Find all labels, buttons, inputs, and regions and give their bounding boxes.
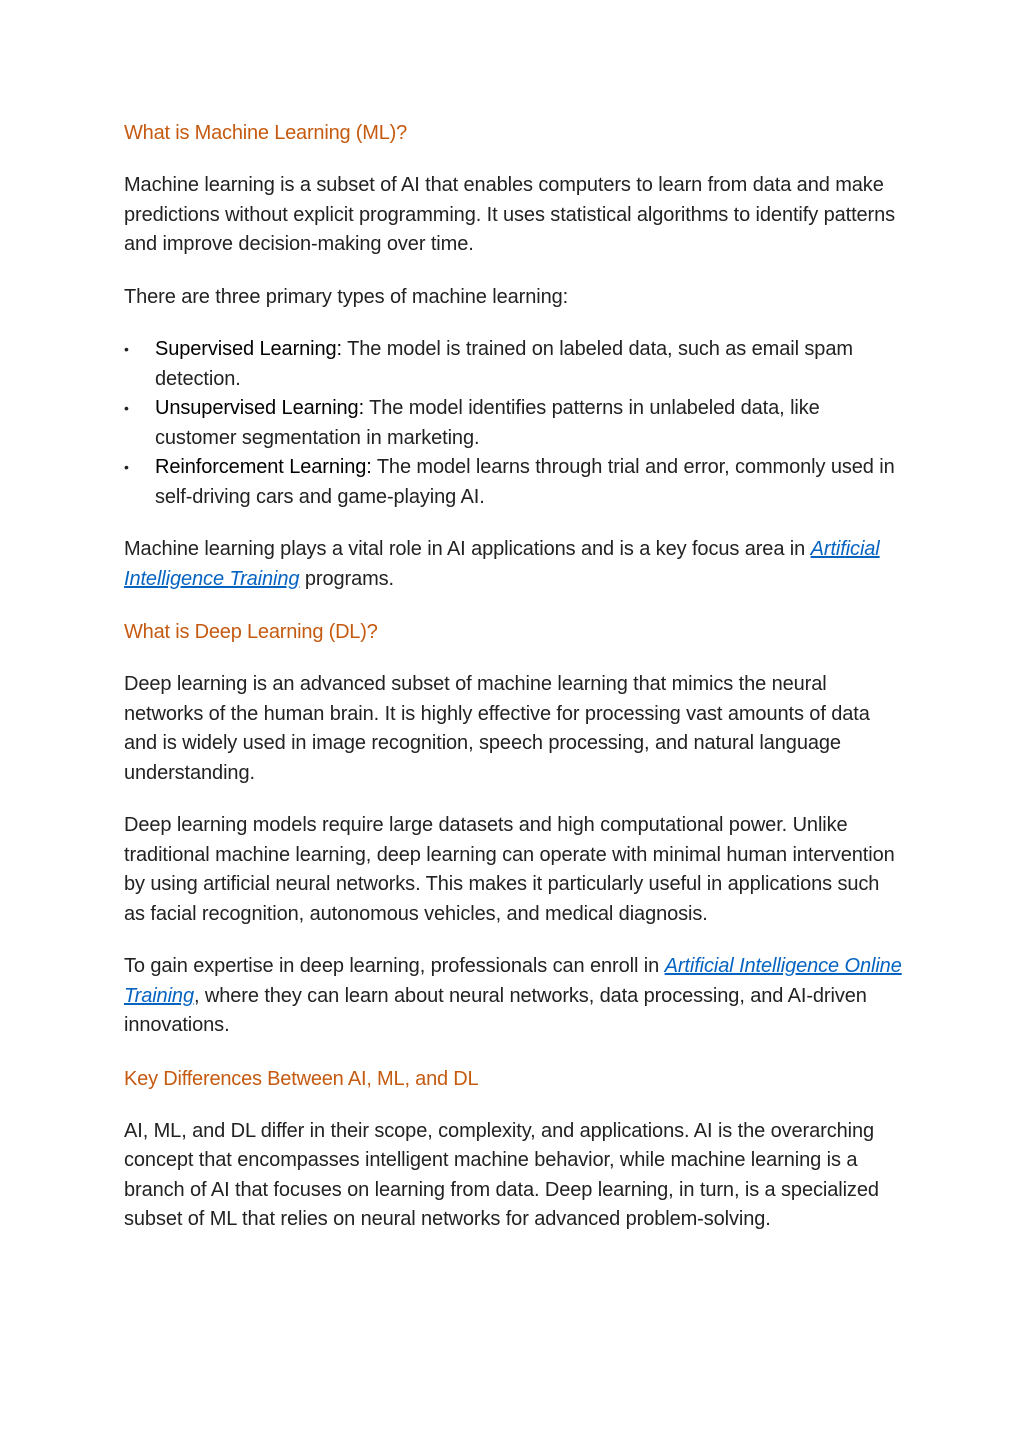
dl-heading: What is Deep Learning (DL)? (124, 621, 378, 643)
differences-paragraph: AI, ML, and DL differ in their scope, complexity, and applications. AI is the overarching concept that encompasses intelligent machine behavior, while machine learning is a branch of AI that focuses on learning from data. Deep learning, in turn, is a specialized subset of ML that relies on neural networks for advanced problem-solving. (124, 1119, 879, 1230)
list-item (124, 453, 904, 512)
dl-intro-paragraph: Deep learning is an advanced subset of machine learning that mimics the neural networks of the human brain. It is highly effective for processing vast amounts of data and is widely used in image recognition, speech processing, and natural language understanding. (124, 673, 870, 784)
list-item-term: Unsupervised Learning: (155, 397, 365, 419)
ml-types-intro: There are three primary types of machine learning: (124, 285, 569, 308)
bullet-icon: • (124, 341, 129, 357)
differences-heading: Key Differences Between AI, ML, and DL (124, 1067, 479, 1090)
ai-online-training-link[interactable]: Artificial Intelligence Online Training (124, 955, 902, 1007)
ai-training-link[interactable]: Artificial Intelligence Training (124, 538, 880, 590)
list-item (124, 394, 904, 453)
ml-heading: What is Machine Learning (ML)? (124, 122, 408, 144)
list-item-description: The model learns through trial and error, commonly used in self-driving cars and game-playing AI. (155, 456, 895, 508)
bullet-icon: • (124, 459, 129, 475)
bullet-icon: • (124, 400, 129, 416)
dl-requirements-paragraph: Deep learning models require large datasets and high computational power. Unlike traditional machine learning, deep learning can operate with minimal human intervention by using artificial neural networks. This makes it particularly useful in applications such as facial recognition, autonomous vehicles, and medical diagnosis. (124, 814, 895, 925)
list-item (124, 335, 904, 394)
document-page (124, 118, 904, 1258)
dl-training-paragraph (124, 952, 904, 1041)
ml-training-text-after: programs. (299, 567, 395, 590)
ml-intro-paragraph: Machine learning is a subset of AI that enables computers to learn from data and make predictions without explicit programming. It uses statistical algorithms to identify patterns and improve decision-making over time. (124, 174, 896, 255)
list-item-description: The model identifies patterns in unlabeled data, like customer segmentation in marketing. (155, 397, 820, 449)
list-item-description: The model is trained on labeled data, such as email spam detection. (155, 338, 853, 390)
dl-training-text-after: , where they can learn about neural networks, data processing, and AI-driven innovations. (124, 984, 867, 1036)
list-item-term: Reinforcement Learning: (155, 456, 372, 478)
ml-types-list (124, 335, 904, 512)
dl-training-text-before: To gain expertise in deep learning, professionals can enroll in (124, 955, 665, 977)
ml-training-paragraph (124, 535, 904, 594)
ml-training-text-before: Machine learning plays a vital role in AI applications and is a key focus area in (124, 538, 811, 560)
list-item-term: Supervised Learning: (155, 338, 343, 360)
